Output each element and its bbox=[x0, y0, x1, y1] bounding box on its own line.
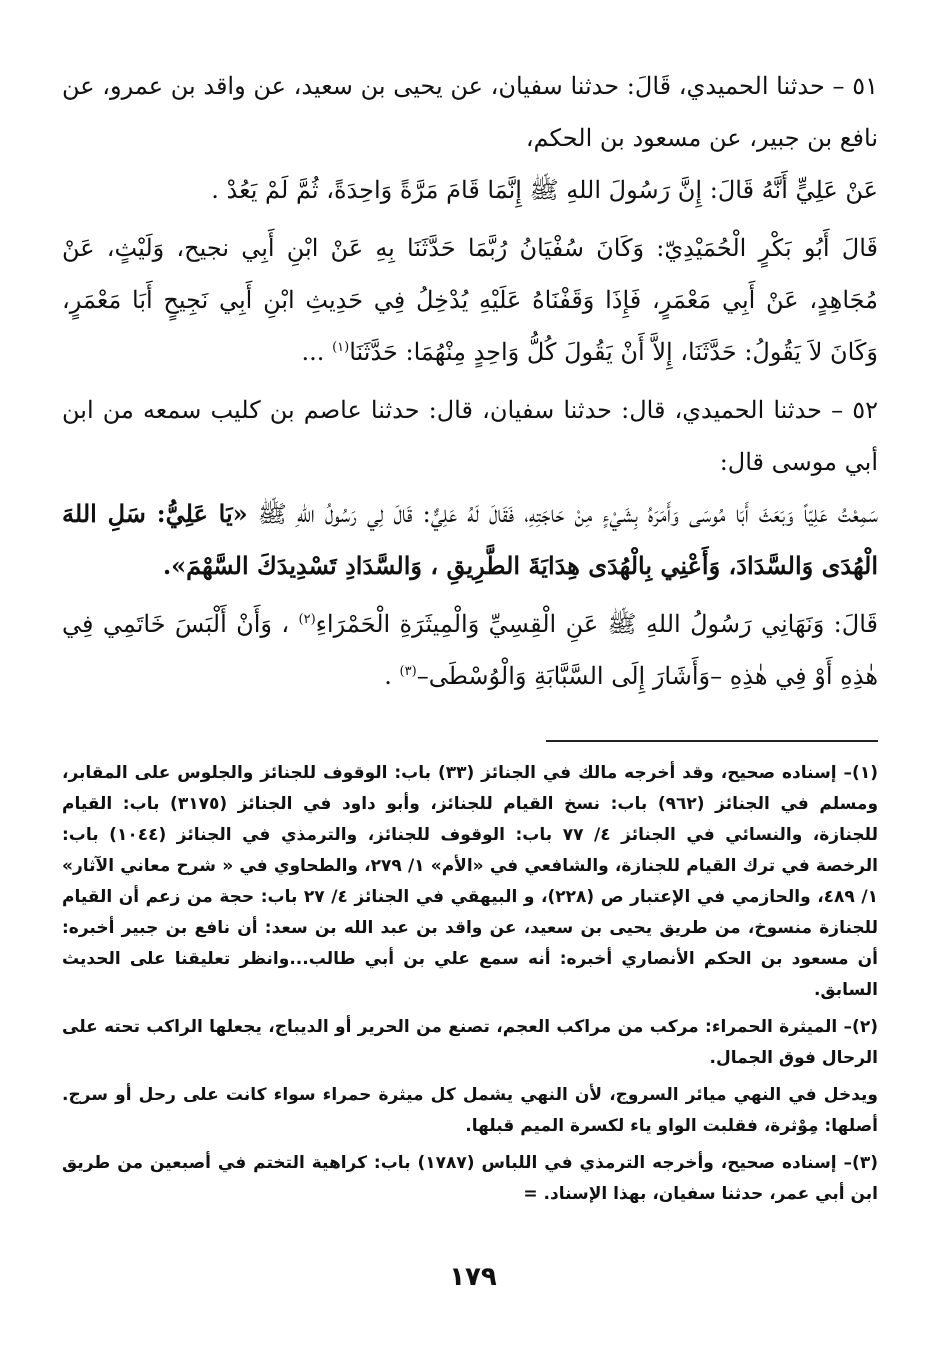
hadith-52-chain: ٥٢ – حدثنا الحميدي، قال: حدثنا سفيان، قال: حدثنا عاصم بن كليب سمعه من ابن أبي موسى قال: bbox=[62, 396, 878, 476]
hadith-52-prohibition bbox=[62, 598, 878, 702]
footnote-3: (٣)– إسناده صحيح، وأخرجه الترمذي في اللباس (١٧٨٧) باب: كراهية التختم في أصبعين من طريق ابن أبي عمر، حدثنا سفيان، بهذا الإسناد. = bbox=[62, 1153, 878, 1204]
hadith-51-note-tail: ... bbox=[301, 338, 333, 366]
hadith-51-note bbox=[62, 222, 878, 378]
hadith-52 bbox=[62, 384, 878, 702]
hadith-52-intro: سَمِعْتُ عَلِيّاً وَبَعَثَ أَبَا مُوسَى وَأَمَرَهُ بِشَيْءٍ مِنْ حَاجَتِهِ، فَقَالَ لَهُ عَلِيٌّ: قَالَ لِي رَسُولُ اللهِ ﷺ bbox=[247, 500, 879, 528]
hadith-52-text bbox=[62, 488, 878, 592]
footnotes bbox=[62, 758, 878, 1210]
hadith-51-note-body: قَالَ أَبُو بَكْرٍ الْحُمَيْدِيّ: وَكَانَ سُفْيَانُ رُبَّمَا حَدَّثَنَا بِهِ عَنْ ابْنِ أَبِي نجيح، وَلَيْثٍ، عَنْ مُجَاهِدٍ، عَنْ أَبِي مَعْمَرٍ، فَإِذَا وَقَفْنَاهُ عَلَيْهِ يُدْخِلُ فِي حَدِيثِ ابْنِ أَبِي نَجِيحٍ أَبَا مَعْمَرٍ، وَكَانَ لاَ يَقُولُ: حَدَّثَنَا، إِلاَّ أَنْ يَقُولَ كُلُّ وَاحِدٍ مِنْهُمَا: حَدَّثَنَا bbox=[62, 234, 878, 366]
footnote-divider bbox=[546, 740, 878, 742]
hadith-51-text: عَنْ عَلِيٍّ أَنَّهُ قَالَ: إِنَّ رَسُولَ اللهِ ﷺ إِنَّمَا قَامَ مَرَّةً وَاحِدَةً، ثُمَّ لَمْ يَعُدْ . bbox=[211, 176, 878, 204]
main-text bbox=[62, 60, 878, 702]
footnote-ref-3: (٣) bbox=[399, 664, 417, 679]
hadith-52-prophet-saying: «يَا عَلِيُّ: سَلِ اللهَ الْهُدَى وَالسَّدَادَ، وَأَعْنِي بِالْهُدَى هِدَايَةَ الطَّرِيقِ ، وَالسَّدَادِ تَسْدِيدَكَ السَّهْمَ». bbox=[62, 499, 878, 580]
hadith-52-prohibition-a: قَالَ: وَنَهَانِي رَسُولُ اللهِ ﷺ عَنِ الْقِسِيِّ وَالْمِيثَرَةِ الْحَمْرَاءِ bbox=[315, 610, 878, 638]
footnote-ref-1: (١) bbox=[332, 340, 350, 355]
footnote-ref-2: (٢) bbox=[298, 612, 316, 627]
hadith-51-chain: ٥١ – حدثنا الحميدي، قَالَ: حدثنا سفيان، عن يحيى بن سعيد، عن واقد بن عمرو، عن نافع بن جبير، عن مسعود بن الحكم، bbox=[62, 72, 878, 152]
hadith-52-prohibition-b: ، وَأَنْ أَلْبَسَ خَاتَمِي فِي هٰذِهِ أَوْ فِي هٰذِهِ –وَأَشَارَ إِلَى السَّبَّابَةِ وَالْوُسْطَى– bbox=[62, 610, 878, 690]
footnote-2: (٢)– الميثرة الحمراء: مركب من مراكب العجم، تصنع من الحرير أو الديباج، يجعلها الراكب تحته على الرحال فوق الجمال. bbox=[62, 1017, 878, 1068]
hadith-52-prohibition-tail: . bbox=[384, 662, 400, 690]
hadith-51 bbox=[62, 60, 878, 378]
footnote-1: (١)– إسناده صحيح، وقد أخرجه مالك في الجنائز (٣٣) باب: الوقوف للجنائز والجلوس على المقابر، ومسلم في الجنائز (٩٦٢) باب: نسخ القيام للجنائز، وأبو داود في الجنائز (٣١٧٥) باب: القيام للجنازة، والنسائي في الجنائز ٤/ ٧٧ باب: الوقوف للجنائز، والترمذي في الجنائز (١٠٤٤) باب: الرخصة في ترك القيام للجنازة، والشافعي في «الأم» ١/ ٢٧٩، والطحاوي في « شرح معاني الآثار» ١/ ٤٨٩، والحازمي في الإعتبار ص (٢٢٨)، و البيهقي في الجنائز ٤/ ٢٧ باب: حجة من زعم أن القيام للجنازة منسوخ، من طريق يحيى بن سعيد، عن واقد بن عبد الله بن سعد: أن نافع بن جبير أخبره: أن مسعود بن الحكم الأنصاري أخبره: أنه سمع علي بن أبي طالب...وانظر تعليقنا على الحديث السابق. bbox=[62, 763, 879, 1000]
footnote-2-extra: ويدخل في النهي ميائر السروج، لأن النهي يشمل كل ميثرة حمراء سواء كانت على رحل أو سرج. أصلها: مِوْثرة، فقلبت الواو ياء لكسرة الميم قبلها. bbox=[62, 1085, 878, 1136]
page-number: ١٧٩ bbox=[449, 1262, 497, 1292]
